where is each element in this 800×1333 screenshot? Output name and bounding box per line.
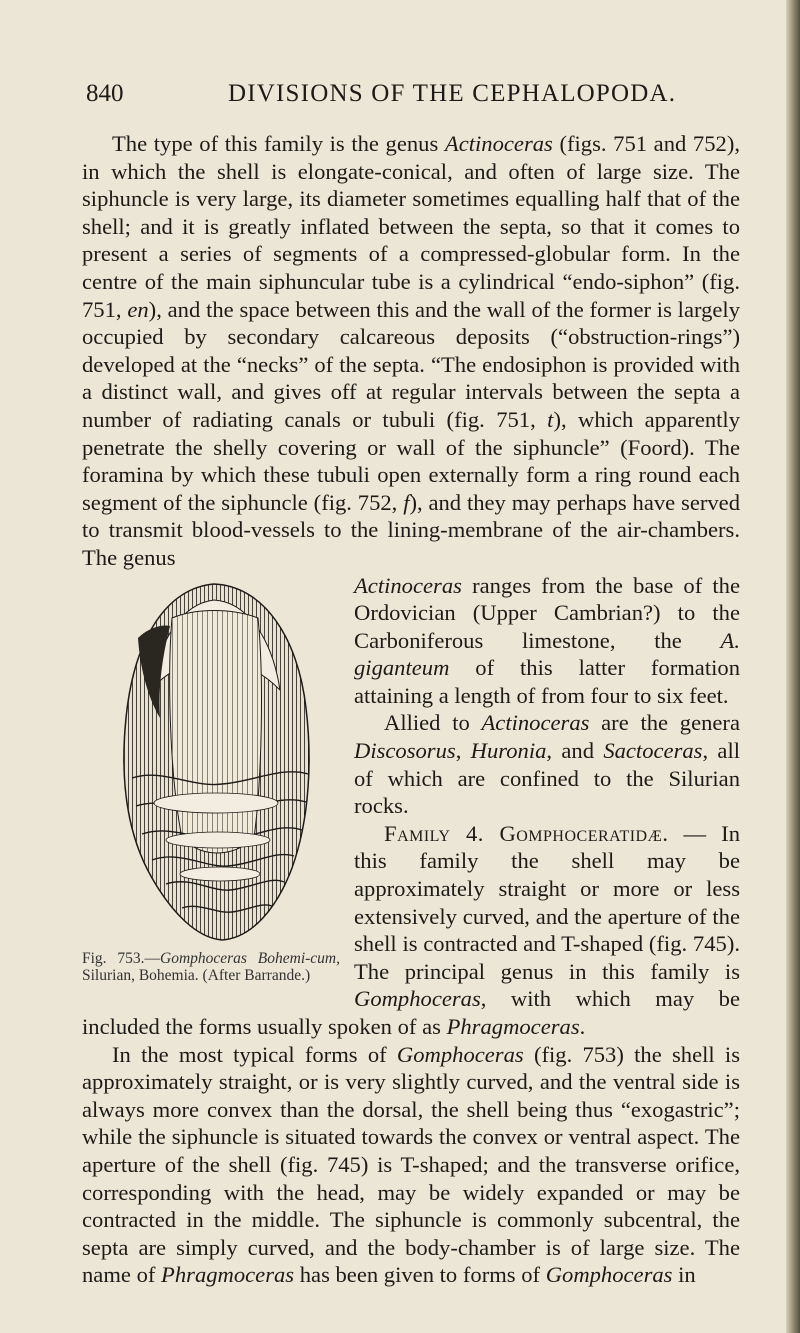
caption-species: Gomphoceras Bohemi-cum, [160, 949, 340, 967]
paragraph: The type of this family is the genus Actinoceras (figs. 751 and 752), in which the shell is elongate-conical, and often of large size. The siphuncle is very large, its diameter sometimes equalling half that of the shell; and it is greatly inflated between the septa, so that it comes to present a series of segments of a compressed-globular form. In the centre of the main siphuncular tube is a cylindrical “endo-siphon” (fig. 751, en), and the space between this and the wall of the former is largely occupied by secondary calcareous deposits (“obstruction-rings”) developed at the “necks” of the septa. “The endosiphon is provided with a distinct wall, and gives off at regular intervals between the septa a number of radiating canals or tubuli (fig. 751, t), which apparently penetrate the shelly covering or wall of the siphuncle” (Foord). The foramina by which these tubuli open externally form a ring round each segment of the siphuncle (fig. 752, f), and they may perhaps have served to transmit blood-vessels to the lining-membrane of the air-chambers. The genus [82, 131, 740, 570]
figure-753 [82, 578, 340, 996]
running-title: DIVISIONS OF THE CEPHALOPODA. [228, 80, 677, 107]
actinoceras-fossil-illustration [112, 578, 317, 948]
paragraph: Actinoceras ranges from the base of the Ordovician (Upper Cambrian?) to the Carboniferous limestone, the A. giganteum of this latter formation attaining a length of from four to six feet. [354, 572, 740, 708]
paragraph: Allied to Actinoceras are the genera Discosorus, Huronia, and Sactoceras, all of which are confined to the Silurian rocks. [354, 710, 740, 819]
paragraph: In the most typical forms of Gomphoceras (fig. 753) the shell is approximately straight, or is very slightly curved, and the ventral side is always more convex than the dorsal, the shell being thus “exogastric”; while the siphuncle is situated towards the convex or ventral aspect. The aperture of the shell (fig. 745) is T-shaped; and the transverse orifice, corresponding with the head, may be widely expanded or may be contracted in the middle. The siphuncle is commonly subcentral, the septa are simply curved, and the body-chamber is of large size. The name of Phragmoceras has been given to forms of Gomphoceras in [82, 1041, 740, 1288]
paragraph: Family 4. Gomphoceratidæ. — In this family the shell may be approximately straight or more or less extensively curved, and the aperture of the shell is contracted and T-shaped (fig. 745). The principal genus in this family is Gomphoceras, with which may be included the forms usually spoken of as Phragmoceras. [82, 820, 740, 1039]
caption-label: Fig. 753.— [82, 949, 160, 967]
figure-caption [82, 950, 340, 984]
body-text [82, 130, 740, 1289]
page-number: 840 [86, 80, 124, 107]
caption-rest: Silurian, Bohemia. (After Barrande.) [82, 966, 311, 984]
page-edge [786, 0, 800, 1333]
